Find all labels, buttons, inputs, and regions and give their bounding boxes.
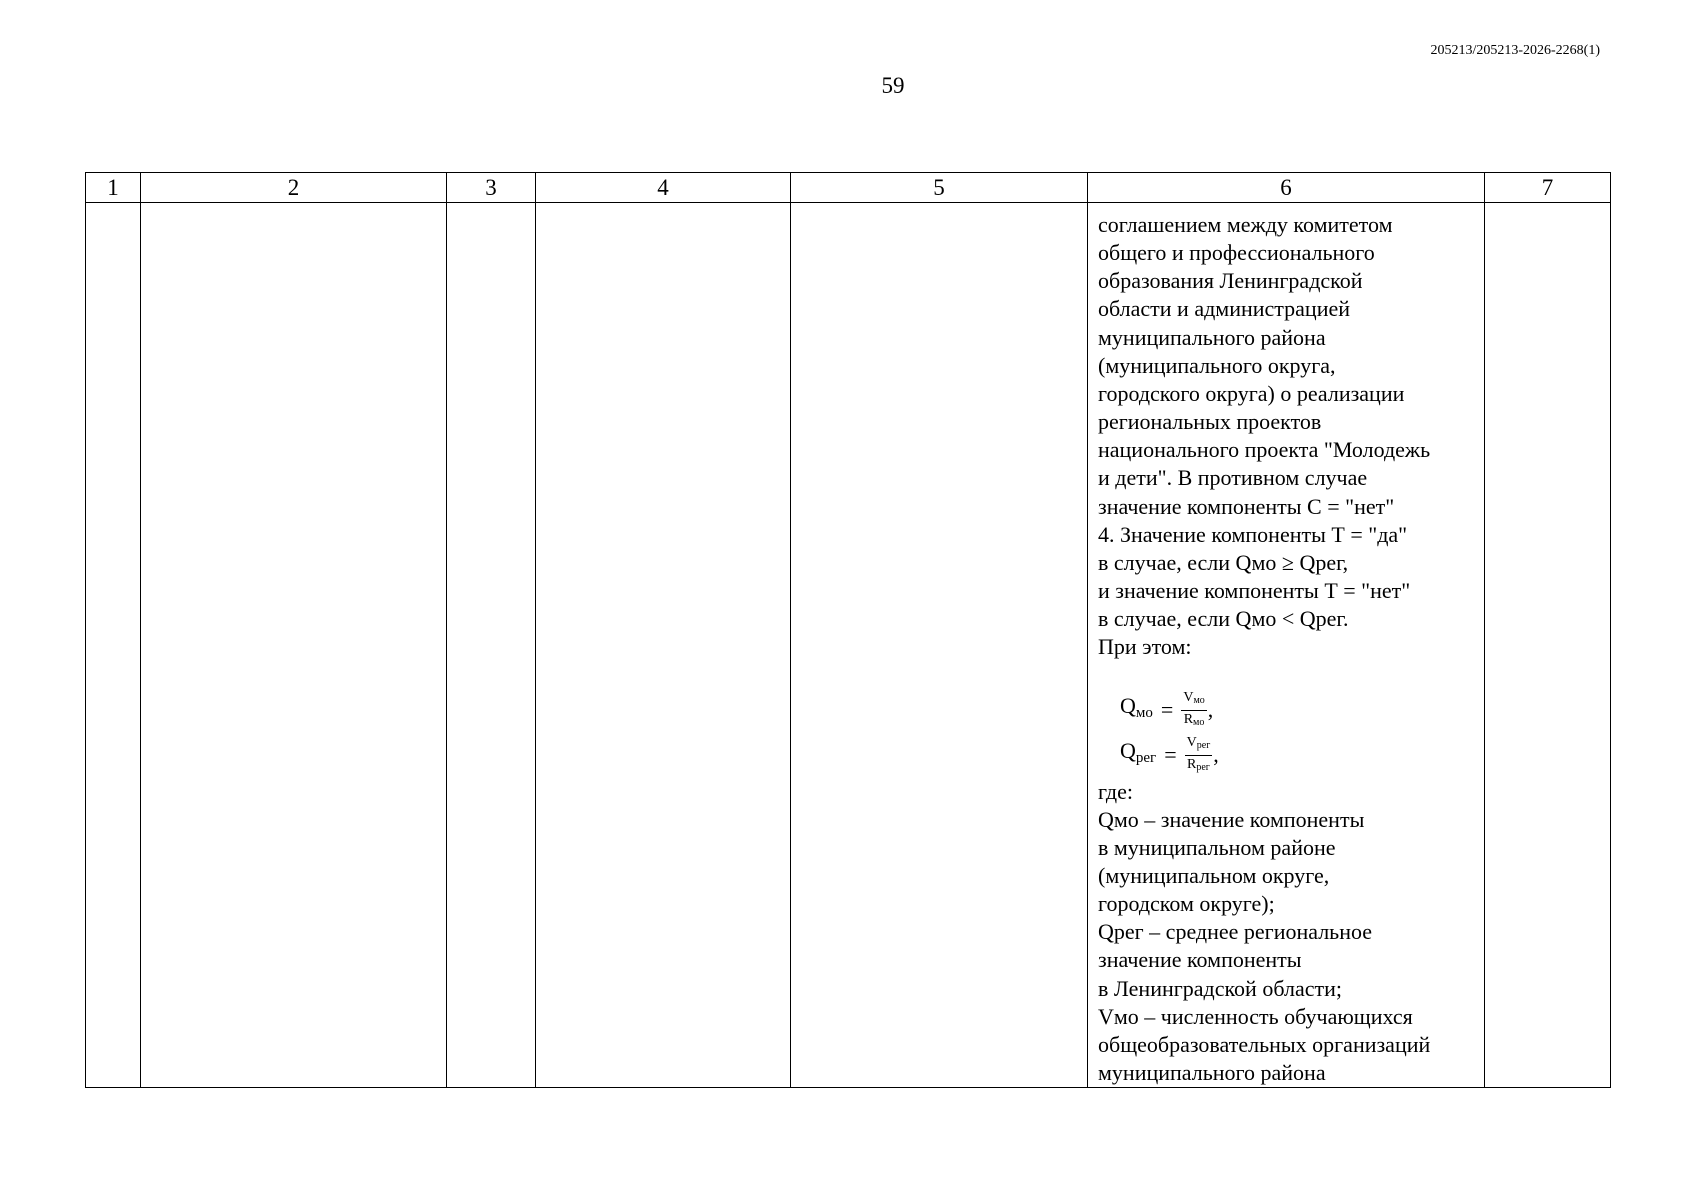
- table-cell-2: [141, 203, 447, 1088]
- text-line: Vмо – численность обучающихся: [1098, 1003, 1413, 1029]
- table-cell-1: [86, 203, 141, 1088]
- text-line: в случае, если Qмо < Qрег.: [1098, 606, 1349, 632]
- table-cell-6: [1088, 203, 1485, 1088]
- column-header-1: 1: [86, 173, 141, 203]
- text-line: 4. Значение компоненты Т = "да": [1098, 521, 1408, 547]
- text-line: Qмо – значение компоненты: [1098, 806, 1365, 832]
- text-line: городского округа) о реализации: [1098, 380, 1405, 406]
- text-line: (муниципального округа,: [1098, 352, 1336, 378]
- table-cell-7: [1485, 203, 1611, 1088]
- formula-q-mo: [1098, 688, 1474, 733]
- formula-comma: ,: [1207, 696, 1214, 722]
- text-line: городском округе);: [1098, 891, 1275, 917]
- fraction-denominator: $R_{мо}$: [1183, 711, 1205, 728]
- table-cell-4: [536, 203, 791, 1088]
- formula-equals: =: [1164, 741, 1177, 767]
- formula-lhs: $Q_{рег}$: [1120, 738, 1157, 767]
- formula-lhs: $Q_{мо}$: [1120, 693, 1153, 722]
- text-line: общего и профессионального: [1098, 240, 1375, 266]
- text-line: в муниципальном районе: [1098, 834, 1336, 860]
- column-header-7: 7: [1485, 173, 1611, 203]
- text-line: образования Ленинградской: [1098, 268, 1363, 294]
- page-number: 59: [881, 73, 905, 98]
- fraction-numerator: $V_{мо}$: [1181, 690, 1206, 711]
- text-line: и значение компоненты Т = "нет": [1098, 578, 1411, 604]
- text-line: в Ленинградской области;: [1098, 975, 1342, 1001]
- text-line: национального проекта "Молодежь: [1098, 437, 1431, 463]
- table-cell-5: [791, 203, 1088, 1088]
- column-header-5: 5: [791, 173, 1088, 203]
- text-line: значение компоненты: [1098, 947, 1302, 973]
- text-line: региональных проектов: [1098, 409, 1322, 435]
- text-line: соглашением между комитетом: [1098, 212, 1393, 237]
- text-line: Qрег – среднее региональное: [1098, 919, 1373, 945]
- column-header-6: 6: [1088, 173, 1485, 203]
- cell6-text-part-b: [1098, 778, 1474, 1088]
- table-cell-3: [447, 203, 536, 1088]
- fraction-denominator: $R_{рег}$: [1187, 756, 1210, 773]
- text-line: в случае, если Qмо ≥ Qрег,: [1098, 549, 1349, 575]
- formula-fraction: [1181, 690, 1206, 731]
- formula-comma: ,: [1213, 741, 1219, 767]
- spacer: [1098, 662, 1474, 688]
- text-line: значение компоненты С = "нет": [1098, 493, 1395, 519]
- text-line: При этом:: [1098, 634, 1192, 660]
- text-line: (муниципальном округе,: [1098, 862, 1330, 888]
- table-row: [86, 203, 1611, 1088]
- table-header-row: [86, 173, 1611, 203]
- column-header-4: 4: [536, 173, 791, 203]
- formula-fraction: [1185, 735, 1213, 776]
- main-table: [85, 172, 1611, 1088]
- column-header-2: 2: [141, 173, 447, 203]
- formula-equals: =: [1160, 696, 1174, 722]
- text-line: муниципального района: [1098, 324, 1326, 350]
- text-line: где:: [1098, 778, 1133, 804]
- text-line: муниципального района: [1098, 1060, 1326, 1086]
- cell6-text-part-a: [1098, 211, 1474, 662]
- fraction-numerator: $V_{рег}$: [1185, 735, 1213, 756]
- column-header-3: 3: [447, 173, 536, 203]
- document-code: 205213/205213-2026-2268(1): [1430, 43, 1600, 58]
- text-line: общеобразовательных организаций: [1098, 1031, 1431, 1057]
- text-line: и дети". В противном случае: [1098, 465, 1368, 491]
- text-line: области и администрацией: [1098, 296, 1351, 322]
- formula-q-reg: [1098, 733, 1474, 778]
